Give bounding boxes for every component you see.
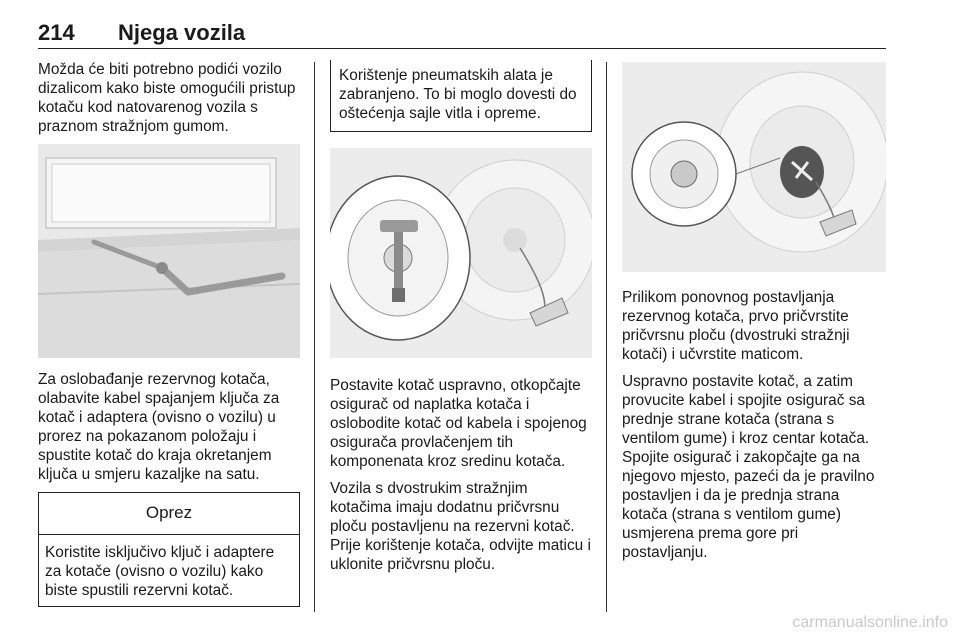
column-1 <box>38 60 300 607</box>
instruction-paragraph: Za oslobađanje rezervnog kotača, olabavite kabel spajanjem ključa za kotač i adaptera (ovisno o vozilu) u prorez na pokazanom položaju i spustite kotač do kraja okretanjem ključa u smjeru kazaljke na satu. <box>38 371 280 483</box>
column-3 <box>622 60 886 570</box>
page-number: 214 <box>38 20 75 45</box>
page-header <box>38 18 886 49</box>
caution-box <box>38 492 300 607</box>
spare-wheel-reinstall-illustration <box>622 62 886 272</box>
wrench-in-bumper-illustration <box>38 144 300 358</box>
paragraph-2: Vozila s dvostrukim stražnjim kotačima imaju dodatnu pričvrsnu ploču postavljenu na rezervni kotač. Prije korištenje kotača, odvijte maticu i uklonite pričvrsnu ploču. <box>330 480 591 573</box>
column-divider <box>314 62 315 612</box>
column-divider <box>606 62 607 612</box>
column-2 <box>330 60 592 582</box>
paragraph-2: Uspravno postavite kotač, a zatim provucite kabel i spojite osigurač sa prednje strane kotača (strana s ventilom gume) i kroz centar kotača. Spojite osigurač i zakopčajte ga na njegovo mjesto, pazeći da je pravilno postavljen i da je prednja strana kotača (strana s ventilom gume) usmjerena prema gore pri postavljanju. <box>622 373 875 561</box>
caution-title: Oprez <box>39 493 299 535</box>
watermark: carmanualsonline.info <box>792 614 948 631</box>
caution-body: Koristite isključivo ključ i adaptere za kotače (ovisno o vozilu) kako biste spustili rezervni kotač. <box>45 544 275 599</box>
note-box: Korištenje pneumatskih alata je zabranjeno. To bi moglo dovesti do oštećenja sajle vitla i opreme. <box>330 60 592 132</box>
intro-paragraph: Možda će biti potrebno podići vozilo dizalicom kako biste omogućili pristup kotaču kod natovarenog vozila s praznom stražnjom gumom. <box>38 61 296 135</box>
wheel-with-wrench-illustration <box>330 148 592 358</box>
section-title: Njega vozila <box>118 20 246 45</box>
paragraph-1: Prilikom ponovnog postavljanja rezervnog kotača, prvo pričvrstite pričvrsnu ploču (dvostruki stražnji kotači) i učvrstite maticom. <box>622 289 850 363</box>
paragraph-1: Postavite kotač uspravno, otkopčajte osigurač od naplatka kotača i oslobodite kotač od kabela i spojenog osigurača provlačenjem tih komponenata kroz sredinu kotača. <box>330 377 587 470</box>
